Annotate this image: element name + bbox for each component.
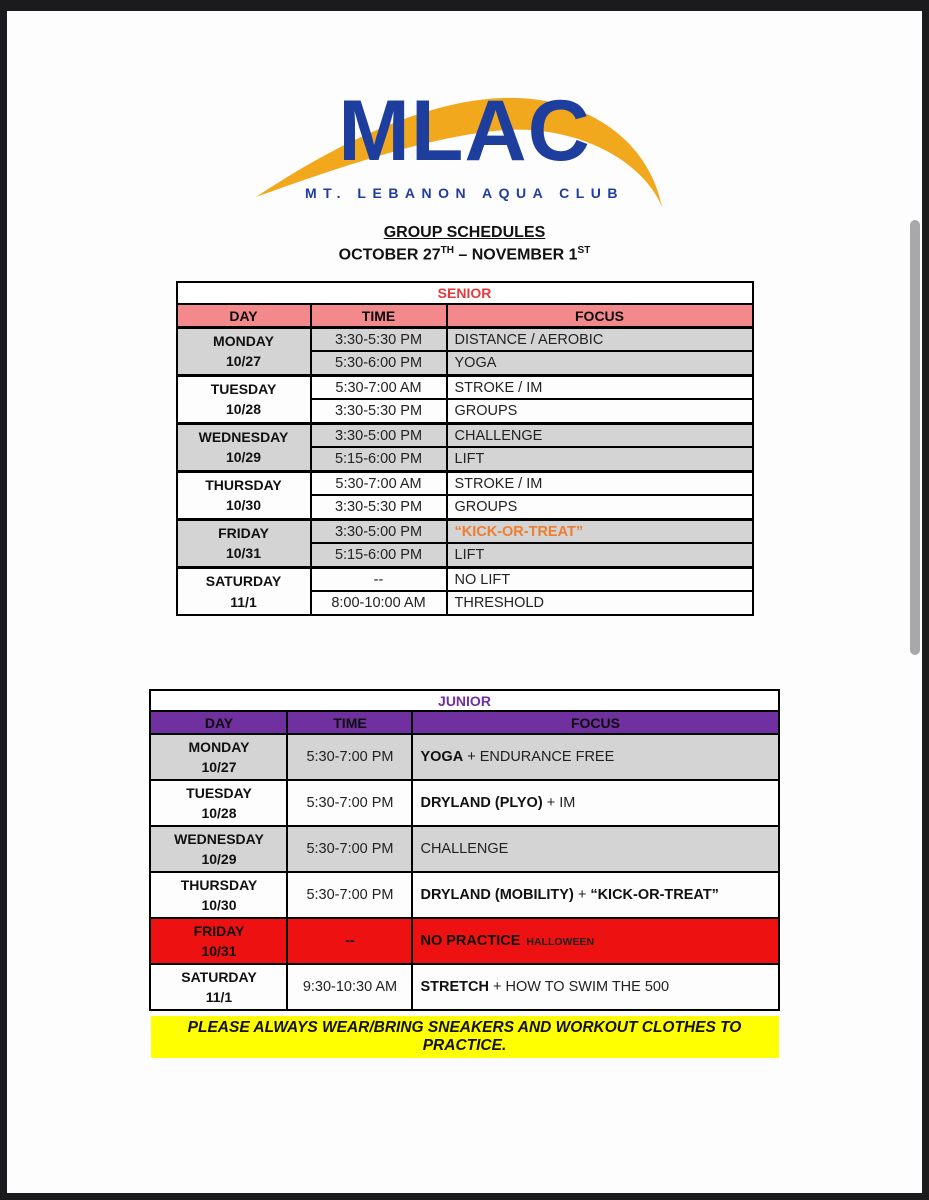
day-name: WEDNESDAY bbox=[174, 831, 264, 848]
junior-row-tuesday bbox=[150, 780, 778, 826]
senior-focus-cell: STROKE / IM bbox=[447, 471, 753, 495]
logo-subtitle: MT. LEBANON AQUA CLUB bbox=[304, 185, 624, 201]
senior-column-header-focus: FOCUS bbox=[447, 304, 753, 327]
junior-column-header-time: TIME bbox=[287, 711, 412, 734]
senior-focus-cell: GROUPS bbox=[447, 399, 753, 423]
senior-time-cell: 5:15-6:00 PM bbox=[311, 543, 447, 567]
junior-time-cell: -- bbox=[287, 918, 412, 964]
date-part2: – NOVEMBER 1 bbox=[453, 246, 578, 264]
senior-focus-cell-kick-or-treat: “KICK-OR-TREAT” bbox=[447, 519, 753, 543]
senior-focus-cell: YOGA bbox=[447, 351, 753, 375]
senior-table-title: SENIOR bbox=[177, 282, 753, 304]
junior-time-cell: 5:30-7:00 PM bbox=[287, 780, 412, 826]
senior-focus-cell: CHALLENGE bbox=[447, 423, 753, 447]
senior-time-cell: -- bbox=[311, 567, 447, 591]
senior-focus-cell: GROUPS bbox=[447, 495, 753, 519]
junior-column-header-focus: FOCUS bbox=[412, 711, 778, 734]
focus-rest: + bbox=[573, 887, 591, 904]
junior-time-cell: 9:30-10:30 AM bbox=[287, 964, 412, 1010]
day-name: SATURDAY bbox=[181, 969, 257, 986]
senior-time-cell: 5:30-7:00 AM bbox=[311, 471, 447, 495]
junior-row-friday-no-practice bbox=[150, 918, 778, 964]
day-name: SATURDAY bbox=[205, 573, 282, 590]
date-range bbox=[7, 245, 922, 264]
focus-bold: NO PRACTICE bbox=[420, 933, 521, 950]
day-name: THURSDAY bbox=[205, 477, 282, 494]
senior-day-cell bbox=[177, 375, 311, 423]
junior-day-cell bbox=[150, 734, 287, 780]
day-date: 10/29 bbox=[225, 449, 262, 466]
day-date: 10/30 bbox=[201, 897, 237, 914]
senior-day-cell bbox=[177, 567, 311, 615]
senior-focus-cell: LIFT bbox=[447, 447, 753, 471]
senior-focus-cell: LIFT bbox=[447, 543, 753, 567]
day-name: FRIDAY bbox=[193, 923, 245, 940]
senior-focus-cell: STROKE / IM bbox=[447, 375, 753, 399]
focus-rest: + HOW TO SWIM THE 500 bbox=[488, 979, 670, 996]
senior-time-cell: 8:00-10:00 AM bbox=[311, 591, 447, 615]
day-date: 11/1 bbox=[205, 989, 233, 1006]
senior-time-cell: 3:30-5:30 PM bbox=[311, 327, 447, 351]
junior-focus-cell bbox=[412, 918, 778, 964]
junior-focus-cell bbox=[412, 964, 778, 1010]
day-name: MONDAY bbox=[213, 333, 274, 350]
senior-column-header-time: TIME bbox=[311, 304, 447, 327]
junior-day-cell bbox=[150, 826, 287, 872]
footer-note: PLEASE ALWAYS WEAR/BRING SNEAKERS AND WORKOUT CLOTHES TO PRACTICE. bbox=[151, 1016, 779, 1058]
day-name: FRIDAY bbox=[218, 525, 269, 542]
date-superscript-st: ST bbox=[577, 245, 591, 256]
focus-bold: STRETCH bbox=[420, 979, 489, 996]
senior-row-tuesday bbox=[177, 375, 753, 399]
day-date: 11/1 bbox=[230, 593, 257, 610]
senior-time-cell: 3:30-5:00 PM bbox=[311, 423, 447, 447]
senior-focus-cell: THRESHOLD bbox=[447, 591, 753, 615]
senior-row-wednesday bbox=[177, 423, 753, 447]
junior-focus-cell bbox=[412, 872, 778, 918]
junior-day-cell bbox=[150, 780, 287, 826]
senior-time-cell: 3:30-5:30 PM bbox=[311, 399, 447, 423]
senior-row-saturday bbox=[177, 567, 753, 591]
senior-column-header-day: DAY bbox=[177, 304, 311, 327]
senior-day-cell bbox=[177, 519, 311, 567]
focus-bold: DRYLAND (PLYO) bbox=[420, 795, 543, 812]
date-superscript-th: TH bbox=[440, 245, 454, 256]
day-date: 10/28 bbox=[225, 401, 262, 418]
day-date: 10/30 bbox=[225, 497, 262, 514]
day-name: TUESDAY bbox=[186, 785, 252, 802]
day-date: 10/27 bbox=[201, 759, 237, 776]
day-date: 10/28 bbox=[201, 805, 237, 822]
senior-focus-cell: DISTANCE / AEROBIC bbox=[447, 327, 753, 351]
document-page bbox=[7, 11, 922, 1193]
junior-table-title: JUNIOR bbox=[150, 690, 778, 711]
focus-rest: + IM bbox=[542, 795, 576, 812]
senior-time-cell: 3:30-5:30 PM bbox=[311, 495, 447, 519]
junior-focus-cell bbox=[412, 734, 778, 780]
junior-row-thursday bbox=[150, 872, 778, 918]
senior-time-cell: 5:30-7:00 AM bbox=[311, 375, 447, 399]
senior-time-cell: 5:15-6:00 PM bbox=[311, 447, 447, 471]
logo-acronym: MLAC bbox=[338, 83, 591, 179]
senior-focus-cell: NO LIFT bbox=[447, 567, 753, 591]
junior-day-cell bbox=[150, 872, 287, 918]
day-name: MONDAY bbox=[188, 739, 250, 756]
junior-time-cell: 5:30-7:00 PM bbox=[287, 872, 412, 918]
day-date: 10/31 bbox=[225, 545, 262, 562]
scrollbar-thumb[interactable] bbox=[910, 220, 920, 655]
date-part1: OCTOBER 27 bbox=[338, 246, 441, 264]
senior-day-cell bbox=[177, 327, 311, 375]
senior-row-friday bbox=[177, 519, 753, 543]
focus-rest: CHALLENGE bbox=[420, 841, 509, 858]
senior-row-thursday bbox=[177, 471, 753, 495]
junior-row-monday bbox=[150, 734, 778, 780]
senior-row-monday bbox=[177, 327, 753, 351]
junior-header-row bbox=[150, 711, 778, 734]
junior-row-wednesday bbox=[150, 826, 778, 872]
focus-orange: “KICK-OR-TREAT” bbox=[590, 887, 719, 904]
junior-schedule-table bbox=[149, 689, 779, 1011]
junior-column-header-day: DAY bbox=[150, 711, 287, 734]
day-date: 10/31 bbox=[201, 943, 237, 960]
senior-time-cell: 5:30-6:00 PM bbox=[311, 351, 447, 375]
junior-focus-cell bbox=[412, 826, 778, 872]
page-title: GROUP SCHEDULES bbox=[383, 224, 546, 241]
senior-day-cell bbox=[177, 423, 311, 471]
day-date: 10/29 bbox=[201, 851, 237, 868]
focus-bold: YOGA bbox=[420, 749, 464, 766]
junior-focus-cell bbox=[412, 780, 778, 826]
senior-day-cell bbox=[177, 471, 311, 519]
day-name: THURSDAY bbox=[180, 877, 258, 894]
day-date: 10/27 bbox=[225, 353, 262, 370]
senior-schedule-table bbox=[176, 281, 754, 616]
day-name: TUESDAY bbox=[210, 381, 277, 398]
senior-header-row bbox=[177, 304, 753, 327]
focus-bold: DRYLAND (MOBILITY) bbox=[420, 887, 574, 904]
junior-day-cell bbox=[150, 918, 287, 964]
senior-time-cell: 3:30-5:00 PM bbox=[311, 519, 447, 543]
day-name: WEDNESDAY bbox=[198, 429, 289, 446]
junior-row-saturday bbox=[150, 964, 778, 1010]
junior-time-cell: 5:30-7:00 PM bbox=[287, 734, 412, 780]
focus-small: HALLOWEEN bbox=[526, 936, 595, 949]
junior-time-cell: 5:30-7:00 PM bbox=[287, 826, 412, 872]
junior-day-cell bbox=[150, 964, 287, 1010]
mlac-logo bbox=[250, 83, 680, 213]
focus-rest: + ENDURANCE FREE bbox=[463, 749, 615, 766]
